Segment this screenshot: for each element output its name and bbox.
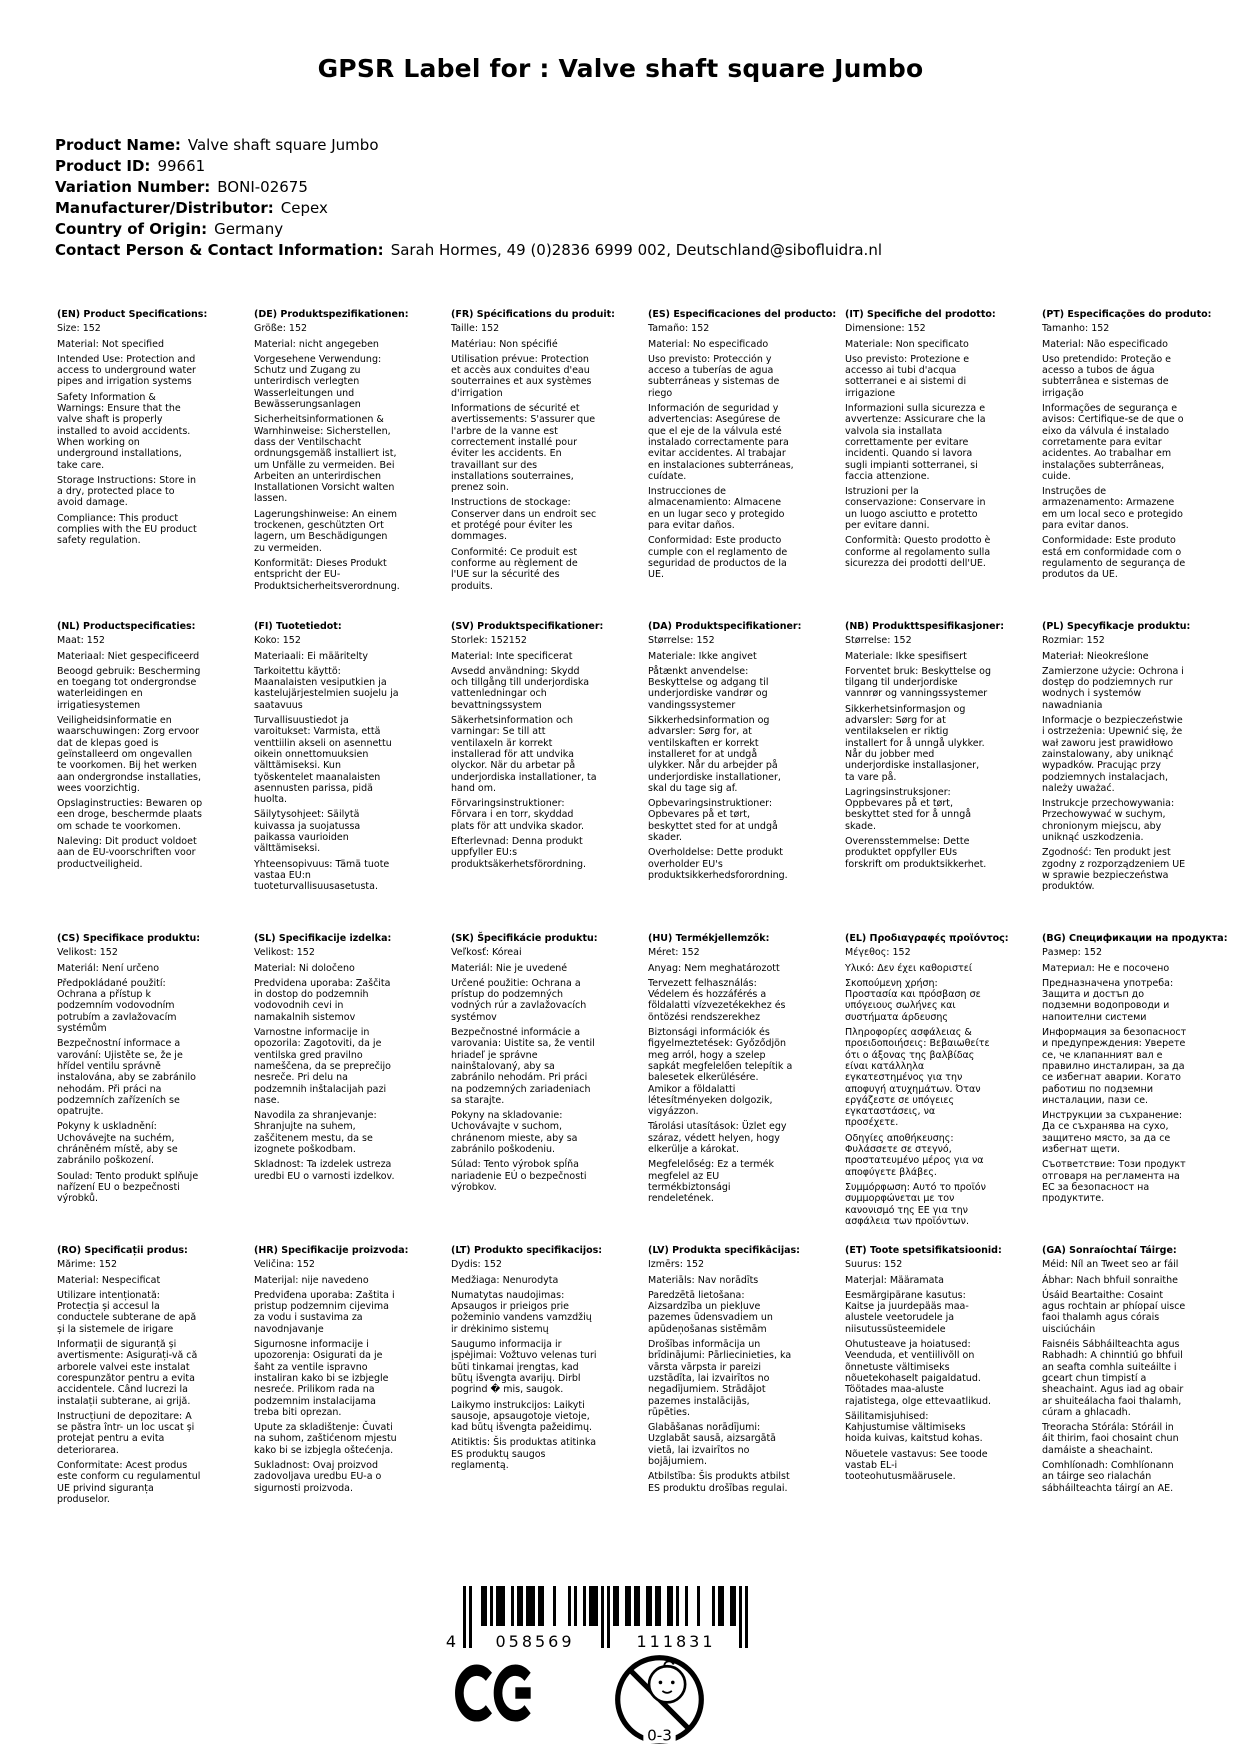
spec-paragraph: Material: Inte specificerat	[451, 650, 573, 662]
spec-block-title: (EL) Προδιαγραφές προϊόντος:	[845, 933, 1009, 944]
spec-block-lt	[451, 1245, 611, 1557]
spec-paragraph: Съответствие: Този продукт отговаря на регламента на ЕС за безопасност на продуктите.	[1042, 1159, 1186, 1205]
spec-paragraph: Uso pretendido: Proteção e acesso a tubos de água subterrânea e sistemas de irrigação	[1042, 353, 1171, 399]
spec-paragraph: Materiał: Nieokreślone	[1042, 650, 1149, 662]
spec-paragraph: Materiāls: Nav norādīts	[648, 1274, 759, 1286]
spec-paragraph: Pokyny k uskladnění: Uchovávejte na suchém, chráněném místě, aby se zabránilo poškození.	[57, 1121, 178, 1167]
spec-block-title: (RO) Specificații produs:	[57, 1245, 188, 1256]
spec-paragraph: Säilytysohjeet: Säilytä kuivassa ja suojatussa paikassa vaurioiden välttämiseksi.	[254, 809, 361, 855]
spec-paragraph: Safety Information & Warnings: Ensure that the valve shaft is properly installed to avoid accidents. When working on underground installations, take care.	[57, 391, 191, 471]
spec-paragraph: Instrucțiuni de depozitare: A se păstra într- un loc uscat și protejat pentru a evita deteriorarea.	[57, 1410, 195, 1456]
spec-paragraph: Συμμόρφωση: Αυτό το προϊόν συμμορφώνεται με τον κανονισμό της ΕΕ για την ασφάλεια των προϊόντων.	[845, 1181, 986, 1227]
product-field	[55, 219, 882, 240]
spec-paragraph: Tamanho: 152	[1042, 323, 1110, 335]
spec-paragraph: Предназначена употреба: Защита и достъп до подземни водопроводи и напоителни системи	[1042, 977, 1174, 1023]
spec-paragraph: Förvaringsinstruktioner: Förvara i en torr, skyddad plats för att undvika skador.	[451, 798, 585, 832]
ean-barcode	[440, 1586, 760, 1652]
spec-paragraph: Drošības informācija un brīdinājumi: Pārliecinieties, ka vārsta vārpsta ir pareizi uzstādīta, lai izvairītos no negadījumiem. Strādājot pazemes instalācijās, rūpēties.	[648, 1339, 792, 1418]
spec-paragraph: Veľkosť: Kóreai	[451, 947, 522, 959]
spec-paragraph: Σκοπούμενη χρήση: Προστασία και πρόσβαση σε υπόγειους σωλήνες και συστήματα άρδευσης	[845, 977, 981, 1023]
spec-paragraph: Informații de siguranță și avertismente: Asigurați-vă că arborele valvei este instalat corespunzător pentru a evita accidentele. Când lucrezi la instalații subterane, ai grijă.	[57, 1339, 198, 1407]
spec-paragraph: Tarkoitettu käyttö: Maanalaisten vesiputkien ja kastelujärjestelmien suojelu ja saatavuus	[254, 665, 399, 711]
spec-paragraph: Påtænkt anvendelse: Beskyttelse og adgang til underjordiske vandrør og vandingssystemer	[648, 665, 769, 711]
spec-paragraph: Numatytas naudojimas: Apsaugos ir prieigos prie požeminio vandens vamzdžių ir drėkinimo sistemų	[451, 1289, 592, 1335]
spec-paragraph: Velikost: 152	[254, 947, 315, 959]
spec-paragraph: Súlad: Tento výrobok spĺňa nariadenie EÚ o bezpečnosti výrobkov.	[451, 1159, 587, 1193]
spec-block-nb	[845, 621, 1005, 933]
spec-block-sv	[451, 621, 611, 933]
spec-paragraph: Intended Use: Protection and access to underground water pipes and irrigation systems	[57, 353, 196, 388]
spec-paragraph: Sikkerhedsinformation og advarsler: Sørg for, at ventilskaften er korrekt installeret for at undgå ulykker. Når du arbejder på underjordiske installationer, skal du tage sig af.	[648, 715, 781, 794]
spec-block-fr	[451, 309, 615, 621]
spec-block-title: (EN) Product Specifications:	[57, 309, 208, 320]
spec-block-ga	[1042, 1245, 1202, 1557]
spec-paragraph: Informations de sécurité et avertissements: S'assurer que l'arbre de la vanne est correctement installé pour éviter les accidents. En travaillant sur des installations souterraines, prenez soin.	[451, 403, 596, 494]
spec-block-sk	[451, 933, 611, 1245]
spec-paragraph: Säkerhetsinformation och varningar: Se till att ventilaxeln är korrekt installerad för att undvika olyckor. När du arbetar på underjordiska installationer, ta hand om.	[451, 715, 597, 794]
spec-paragraph: Avsedd användning: Skydd och tillgång till underjordiska vattenledningar och bevattningssystem	[451, 665, 590, 711]
spec-paragraph: Sikkerhetsinformasjon og advarsler: Sørg for at ventilakselen er riktig installert for å unngå ulykker. Når du jobber med underjordiske installasjoner, ta vare på.	[845, 703, 985, 783]
spec-paragraph: Instrukcje przechowywania: Przechowywać w suchym, chronionym miejscu, aby uniknąć uszkodzenia.	[1042, 798, 1175, 844]
spec-paragraph: Vorgesehene Verwendung: Schutz und Zugang zu unterirdisch verlegten Wasserleitungen und Bewässerungsanlagen	[254, 353, 382, 411]
spec-paragraph: Předpokládané použití: Ochrana a přístup k podzemním vodovodním potrubím a zavlažovacím systémům	[57, 977, 177, 1035]
spec-paragraph: Materijal: nije navedeno	[254, 1274, 369, 1286]
spec-paragraph: Megfelelőség: Ez a termék megfelel az EU termékbiztonsági rendeletének.	[648, 1159, 775, 1205]
age-warning-icon	[612, 1652, 707, 1747]
spec-paragraph: Veličina: 152	[254, 1259, 315, 1271]
product-field-label: Country of Origin:	[55, 220, 208, 238]
spec-paragraph: Lagerungshinweise: An einem trockenen, geschützten Ort lagern, um Beschädigungen zu vermeiden.	[254, 508, 398, 554]
spec-paragraph: Určené použitie: Ochrana a prístup do podzemných vodných rúr a zavlažovacích systémov	[451, 977, 587, 1023]
spec-block-el	[845, 933, 1009, 1245]
ce-mark-icon	[450, 1664, 538, 1722]
spec-paragraph: Ábhar: Nach bhfuil sonraithe	[1042, 1274, 1178, 1286]
spec-block-lv	[648, 1245, 808, 1557]
spec-paragraph: Atitiktis: Šis produktas atitinka ES produktų saugos reglamentą.	[451, 1437, 597, 1472]
spec-block-bg	[1042, 933, 1228, 1245]
product-field-value: BONI-02675	[217, 178, 308, 196]
spec-block-hu	[648, 933, 808, 1245]
spec-paragraph: Tervezett felhasználás: Védelem és hozzáférés a földalatti vízvezetékekhez és öntözési rendszerekhez	[648, 977, 786, 1023]
spec-paragraph: Instrucciones de almacenamiento: Almacene en un lugar seco y protegido para evitar daños.	[648, 486, 785, 532]
spec-paragraph: Zgodność: Ten produkt jest zgodny z rozporządzeniem UE w sprawie bezpieczeństwa produktów.	[1042, 847, 1186, 893]
spec-paragraph: Veiligheidsinformatie en waarschuwingen: Zorg ervoor dat de klepas goed is geïnstalleerd om ongevallen te voorkomen. Bij het werken aan ondergrondse installaties, wees voorzichtig.	[57, 715, 201, 794]
product-field-label: Variation Number:	[55, 178, 211, 196]
spec-block-hr	[254, 1245, 414, 1557]
spec-block-pl	[1042, 621, 1202, 933]
spec-paragraph: Tamaño: 152	[648, 323, 710, 335]
product-field-value: 99661	[157, 157, 206, 175]
spec-paragraph: Compliance: This product complies with the EU product safety regulation.	[57, 512, 197, 547]
spec-paragraph: Информация за безопасност и предупреждения: Уверете се, че клапанният вал е правилно инсталиран, за да се избегнат аварии. Когато работиш по подземни инсталации, пази се.	[1042, 1027, 1187, 1106]
spec-paragraph: Eesmärgipärane kasutus: Kaitse ja juurdepääs maa-alustele veetorudele ja niisutussüsteemidele	[845, 1289, 969, 1335]
product-field	[55, 240, 882, 261]
spec-paragraph: Οδηγίες αποθήκευσης: Φυλάσσετε σε στεγνό, προστατευμένο μέρος για να αποφύγετε βλάβες.	[845, 1132, 984, 1178]
spec-paragraph: Conformité: Ce produit est conforme au règlement de l'UE sur la sécurité des produits.	[451, 546, 578, 592]
spec-block-title: (DE) Produktspezifikationen:	[254, 309, 409, 320]
spec-paragraph: Efterlevnad: Denna produkt uppfyller EU:s produktsäkerhetsförordning.	[451, 836, 587, 870]
spec-paragraph: Rozmiar: 152	[1042, 635, 1105, 647]
spec-block-fi	[254, 621, 414, 933]
spec-paragraph: Ohutusteave ja hoiatused: Veenduda, et ventiilivõll on õnnetuste vältimiseks nõuetekohaselt paigaldatud. Töötades maa-aluste rajatistega, olge ettevaatlikud.	[845, 1339, 991, 1407]
spec-paragraph: Turvallisuustiedot ja varoitukset: Varmista, että venttiilin akseli on asennettu oikein onnettomuuksien välttämiseksi. Kun työskentelet maanalaisten asennusten parissa, pidä huolta.	[254, 715, 392, 806]
spec-block-title: (NB) Produkttspesifikasjoner:	[845, 621, 1005, 632]
spec-paragraph: Suurus: 152	[845, 1259, 903, 1271]
spec-paragraph: Méid: Níl an Tweet seo ar fáil	[1042, 1259, 1179, 1271]
spec-block-title: (PT) Especificações do produto:	[1042, 309, 1212, 320]
spec-paragraph: Biztonsági információk és figyelmeztetések: Győződjön meg arról, hogy a szelep sapkát megfelelően telepítik a balesetek elkerülésére. Amikor a földalatti létesítményeken dolgozik, vigyázzon.	[648, 1027, 793, 1118]
spec-paragraph: Størrelse: 152	[648, 635, 715, 647]
spec-block-title: (NL) Productspecificaties:	[57, 621, 196, 632]
spec-paragraph: Medžiaga: Nenurodyta	[451, 1274, 559, 1286]
spec-paragraph: Sigurnosne informacije i upozorenja: Osigurati da je šaht za ventile ispravno instaliran kako bi se izbjegle nesreće. Prilikom rada na podzemnim instalacijama treba biti oprezan.	[254, 1339, 389, 1418]
spec-paragraph: Skladnost: Ta izdelek ustreza uredbi EU o varnosti izdelkov.	[254, 1159, 395, 1182]
spec-block-et	[845, 1245, 1005, 1557]
spec-block-pt	[1042, 309, 1212, 621]
product-field	[55, 177, 882, 198]
spec-paragraph: Materjal: Määramata	[845, 1274, 945, 1286]
spec-paragraph: Información de seguridad y advertencias: Asegúrese de que el eje de la válvula esté instalado correctamente para evitar accidentes. Al trabajar en instalaciones subterráneas, cuídate.	[648, 403, 794, 482]
spec-paragraph: Informacje o bezpieczeństwie i ostrzeżenia: Upewnić się, że wał zaworu jest prawidłowo zainstalowany, aby uniknąć wypadków. Pracując przy podziemnych instalacjach, należy uważać.	[1042, 715, 1183, 794]
spec-paragraph: Material: Not specified	[57, 338, 165, 350]
spec-paragraph: Zamierzone użycie: Ochrona i dostęp do podziemnych rur wodnych i systemów nawadniania	[1042, 665, 1184, 711]
spec-block-title: (SK) Špecifikácie produktu:	[451, 933, 598, 944]
spec-block-title: (FR) Spécifications du produit:	[451, 309, 615, 320]
spec-paragraph: Konformität: Dieses Produkt entspricht der EU-Produktsicherheitsverordnung.	[254, 557, 400, 592]
barcode-left-digit: 4	[445, 1632, 456, 1651]
spec-block-title: (DA) Produktspecifikationer:	[648, 621, 802, 632]
spec-paragraph: Lagringsinstruksjoner: Oppbevares på et tørt, beskyttet sted for å unngå skade.	[845, 786, 972, 832]
spec-block-sl	[254, 933, 414, 1245]
spec-paragraph: Maat: 152	[57, 635, 105, 647]
spec-paragraph: Conformitate: Acest produs este conform cu regulamentul UE privind siguranța produselor.	[57, 1460, 201, 1505]
spec-paragraph: Size: 152	[57, 323, 101, 335]
spec-block-cs	[57, 933, 217, 1245]
spec-paragraph: Anyag: Nem meghatározott	[648, 962, 780, 974]
spec-paragraph: Materiaali: Ei määritelty	[254, 650, 368, 662]
spec-paragraph: Sukladnost: Ovaj proizvod zadovoljava uredbu EU-a o sigurnosti proizvoda.	[254, 1460, 382, 1494]
spec-paragraph: Yhteensopivuus: Tämä tuote vastaa EU:n tuoteturvallisuusasetusta.	[254, 858, 390, 893]
spec-paragraph: Storlek: 152152	[451, 635, 527, 647]
spec-block-title: (HR) Specifikacije proizvoda:	[254, 1245, 409, 1256]
barcode-group2: 111831	[636, 1632, 716, 1651]
spec-block-da	[648, 621, 808, 933]
product-field	[55, 156, 882, 177]
spec-paragraph: Taille: 152	[451, 323, 500, 335]
spec-paragraph: Uso previsto: Protezione e accesso ai tubi d'acqua sotterranei e ai sistemi di irrigazione	[845, 353, 970, 399]
spec-paragraph: Laikymo instrukcijos: Laikyti sausoje, apsaugotoje vietoje, kad būtų išvengta pažeidimų.	[451, 1399, 592, 1434]
spec-block-title: (ES) Especificaciones del producto:	[648, 309, 837, 320]
spec-block-title: (PL) Specyfikacje produktu:	[1042, 621, 1191, 632]
spec-block-title: (HU) Termékjellemzők:	[648, 933, 770, 944]
spec-block-title: (CS) Specifikace produktu:	[57, 933, 201, 944]
spec-paragraph: Upute za skladištenje: Čuvati na suhom, zaštićenom mjestu kako bi se izbjegla oštećenja.	[254, 1422, 397, 1456]
product-field-value: Valve shaft square Jumbo	[187, 136, 379, 154]
spec-paragraph: Overensstemmelse: Dette produktet oppfyller EUs forskrift om produktsikkerhet.	[845, 836, 987, 870]
spec-paragraph: Predviđena uporaba: Zaštita i pristup podzemnim cijevima za vodu i sustavima za navodnjavanje	[254, 1289, 395, 1335]
spec-paragraph: Materiale: Ikke angivet	[648, 650, 757, 662]
spec-paragraph: Materiál: Nie je uvedené	[451, 962, 568, 974]
spec-paragraph: Paredzētā lietošana: Aizsardzība un piekļuve pazemes ūdensvadiem un apūdeņošanas sistēmām	[648, 1289, 773, 1335]
product-field	[55, 198, 882, 219]
spec-paragraph: Soulad: Tento produkt splňuje nařízení EU o bezpečnosti výrobků.	[57, 1170, 199, 1205]
spec-paragraph: Bezpečnostní informace a varování: Ujistěte se, že je hřídel ventilu správně instalována, aby se zabránilo nehodám. Při práci na podzemních zařízeních se opatrujte.	[57, 1038, 196, 1118]
spec-paragraph: Opslaginstructies: Bewaren op een droge, beschermde plaats om schade te voorkomen.	[57, 798, 203, 832]
spec-paragraph: Forventet bruk: Beskyttelse og tilgang til underjordiske vannrør og vanningssystemer	[845, 665, 992, 700]
spec-paragraph: Säilitamisjuhised: Kahjustumise vältimiseks hoida kuivas, kaitstud kohas.	[845, 1410, 983, 1445]
spec-paragraph: Informações de segurança e avisos: Certifique-se de que o eixo da válvula é instalado corretamente para evitar acidentes. Ao trabalhar em instalações subterrâneas, cuide.	[1042, 403, 1184, 482]
spec-paragraph: Storage Instructions: Store in a dry, protected place to avoid damage.	[57, 474, 196, 509]
spec-paragraph: Tárolási utasítások: Üzlet egy száraz, védett helyen, hogy elkerülje a károkat.	[648, 1121, 787, 1156]
spec-paragraph: Materiál: Není určeno	[57, 962, 160, 974]
language-grid	[57, 309, 1228, 1557]
spec-block-title: (IT) Specifiche del prodotto:	[845, 309, 996, 320]
spec-paragraph: Utilisation prévue: Protection et accès aux conduites d'eau souterraines et aux systèmes d'irrigation	[451, 353, 592, 399]
spec-paragraph: Conformidad: Este producto cumple con el reglamento de seguridad de productos de la UE.	[648, 535, 788, 581]
spec-paragraph: Bezpečnostné informácie a varovania: Uistite sa, že ventil hriadeľ je správne nainštalovaný, aby sa zabránilo nehodám. Pri práci na podzemných zariadeniach sa starajte.	[451, 1027, 595, 1106]
product-field-value: Germany	[214, 220, 284, 238]
spec-block-de	[254, 309, 414, 621]
product-info	[55, 135, 882, 261]
spec-paragraph: Größe: 152	[254, 323, 308, 335]
spec-paragraph: Predvidena uporaba: Zaščita in dostop do podzemnih vodovodnih cevi in namakalnih sistemov	[254, 977, 391, 1023]
spec-block-title: (ET) Toote spetsifikatsioonid:	[845, 1245, 1002, 1256]
spec-paragraph: Material: No especificado	[648, 338, 769, 350]
spec-paragraph: Инструкции за съхранение: Да се съхранява на сухо, защитено място, за да се избегнат щети.	[1042, 1110, 1183, 1156]
spec-paragraph: Istruzioni per la conservazione: Conservare in un luogo asciutto e protetto per evitare danni.	[845, 486, 986, 532]
product-field-label: Contact Person & Contact Information:	[55, 241, 384, 259]
spec-paragraph: Treoracha Stórála: Stóráil in áit thirim, faoi chosaint chun damáiste a sheachaint.	[1042, 1422, 1179, 1456]
spec-paragraph: Material: Não especificado	[1042, 338, 1168, 350]
spec-block-nl	[57, 621, 217, 933]
spec-paragraph: Faisnéis Sábháilteachta agus Rabhadh: A chinntiú go bhfuil an seafta comhla suiteáilte i gceart chun timpistí a sheachaint. Agus iad ag obair ar shuiteálacha faoi thalamh, cúram a ghlacadh.	[1042, 1339, 1184, 1418]
spec-paragraph: Atbilstība: Šis produkts atbilst ES produktu drošības regulai.	[648, 1471, 790, 1494]
spec-block-title: (GA) Sonraíochtaí Táirge:	[1042, 1245, 1177, 1256]
spec-paragraph: Πληροφορίες ασφάλειας & προειδοποιήσεις: Βεβαιωθείτε ότι ο άξονας της βαλβίδας είναι κατάλληλα εγκατεστημένος για την αποφυγή ατυχημάτων. Όταν εργάζεστε σε υπόγειες εγκαταστάσεις, να προσέχετε.	[845, 1027, 990, 1129]
spec-paragraph: Matériau: Non spécifié	[451, 338, 558, 350]
spec-paragraph: Instruções de armazenamento: Armazene em um local seco e protegido para evitar danos.	[1042, 486, 1183, 532]
spec-paragraph: Material: nicht angegeben	[254, 338, 379, 350]
spec-paragraph: Comhlíonadh: Comhlíonann an táirge seo rialachán sábháilteachta táirgí an AE.	[1042, 1460, 1174, 1494]
spec-block-title: (SV) Produktspecifikationer:	[451, 621, 604, 632]
spec-block-es	[648, 309, 837, 621]
spec-block-ro	[57, 1245, 217, 1557]
spec-paragraph: Materiale: Ikke spesifisert	[845, 650, 967, 662]
spec-paragraph: Nõuetele vastavus: See toode vastab EL-i tooteohutusmäärusele.	[845, 1448, 988, 1483]
spec-paragraph: Velikost: 152	[57, 947, 118, 959]
spec-paragraph: Размер: 152	[1042, 947, 1102, 959]
spec-paragraph: Opbevaringsinstruktioner: Opbevares på et tørt, beskyttet sted for at undgå skader.	[648, 798, 778, 844]
spec-paragraph: Úsáid Beartaithe: Cosaint agus rochtain ar phíopaí uisce faoi thalamh agus córais uisciúcháin	[1042, 1289, 1186, 1335]
barcode-group1: 058569	[495, 1632, 575, 1651]
spec-paragraph: Uso previsto: Protección y acceso a tuberías de agua subterráneas y sistemas de riego	[648, 353, 780, 399]
product-field	[55, 135, 882, 156]
spec-block-title: (LT) Produkto specifikacijos:	[451, 1245, 603, 1256]
spec-paragraph: Mărime: 152	[57, 1259, 118, 1271]
spec-block-title: (SL) Specifikacije izdelka:	[254, 933, 392, 944]
spec-paragraph: Materiale: Non specificato	[845, 338, 969, 350]
spec-paragraph: Koko: 152	[254, 635, 301, 647]
spec-paragraph: Utilizare intenționată: Protecția și accesul la conductele subterane de apă și la sistemele de irigare	[57, 1289, 197, 1335]
spec-paragraph: Varnostne informacije in opozorila: Zagotoviti, da je ventilska gred pravilno nameščena, da se preprečijo nesreče. Pri delu na podzemnih inštalacijah pazi nase.	[254, 1027, 391, 1106]
spec-paragraph: Sicherheitsinformationen & Warnhinweise: Sicherstellen, dass der Ventilschacht ordnungsgemäß installiert ist, um Unfälle zu vermeiden. Bei Arbeiten an unterirdischen Installationen Vorsicht walten lassen.	[254, 414, 397, 505]
spec-paragraph: Материал: Не е посочено	[1042, 962, 1170, 974]
spec-paragraph: Størrelse: 152	[845, 635, 912, 647]
spec-paragraph: Material: Nespecificat	[57, 1274, 161, 1286]
spec-paragraph: Izmērs: 152	[648, 1259, 705, 1271]
spec-paragraph: Dimensione: 152	[845, 323, 926, 335]
spec-paragraph: Μέγεθος: 152	[845, 947, 911, 959]
page-title: GPSR Label for : Valve shaft square Jumbo	[317, 54, 924, 83]
baby-face-icon	[649, 1661, 685, 1702]
age-warning-label: 0-3	[647, 1726, 672, 1745]
spec-paragraph: Informazioni sulla sicurezza e avvertenze: Assicurare che la valvola sia installata correttamente per evitare incidenti. Quando si lavora sugli impianti sotterranei, si faccia attenzione.	[845, 403, 986, 482]
spec-paragraph: Beoogd gebruik: Bescherming en toegang tot ondergrondse waterleidingen en irrigatiesystemen	[57, 665, 201, 711]
spec-block-en	[57, 309, 217, 621]
spec-paragraph: Material: Ni določeno	[254, 962, 355, 974]
spec-paragraph: Υλικό: Δεν έχει καθοριστεί	[845, 962, 973, 974]
product-field-value: Cepex	[280, 199, 328, 217]
spec-paragraph: Méret: 152	[648, 947, 700, 959]
product-field-label: Product ID:	[55, 157, 151, 175]
spec-paragraph: Conformità: Questo prodotto è conforme al regolamento sulla sicurezza dei prodotti dell'UE.	[845, 535, 991, 569]
spec-paragraph: Overholdelse: Dette produkt overholder EU's produktsikkerhedsforordning.	[648, 847, 788, 881]
spec-paragraph: Dydis: 152	[451, 1259, 502, 1271]
spec-block-title: (BG) Спецификации на продукта:	[1042, 933, 1228, 944]
product-field-label: Manufacturer/Distributor:	[55, 199, 274, 217]
spec-paragraph: Glabāšanas norādījumi: Uzglabāt sausā, aizsargātā vietā, lai izvairītos no bojājumiem.	[648, 1422, 776, 1468]
spec-paragraph: Naleving: Dit product voldoet aan de EU-voorschriften voor productveiligheid.	[57, 836, 197, 870]
spec-block-it	[845, 309, 1005, 621]
spec-block-title: (FI) Tuotetiedot:	[254, 621, 342, 632]
spec-paragraph: Materiaal: Niet gespecificeerd	[57, 650, 200, 662]
spec-paragraph: Instructions de stockage: Conserver dans un endroit sec et protégé pour éviter les dommages.	[451, 497, 597, 543]
spec-paragraph: Saugumo informacija ir įspėjimai: Vožtuvo velenas turi būti tinkamai įrengtas, kad būtų išvengta avarijų. Dirbl pogrind � mis, saugok.	[451, 1339, 597, 1396]
spec-paragraph: Navodila za shranjevanje: Shranjujte na suhem, zaščitenem mestu, da se izognete poškodbam.	[254, 1110, 377, 1156]
product-field-label: Product Name:	[55, 136, 181, 154]
product-field-value: Sarah Hormes, 49 (0)2836 6999 002, Deutschland@sibofluidra.nl	[390, 241, 882, 259]
spec-block-title: (LV) Produkta specifikācijas:	[648, 1245, 800, 1256]
spec-paragraph: Conformidade: Este produto está em conformidade com o regulamento de segurança de produtos da UE.	[1042, 535, 1186, 581]
spec-paragraph: Pokyny na skladovanie: Uchovávajte v suchom, chránenom mieste, aby sa zabránilo poškodeniu.	[451, 1110, 578, 1156]
